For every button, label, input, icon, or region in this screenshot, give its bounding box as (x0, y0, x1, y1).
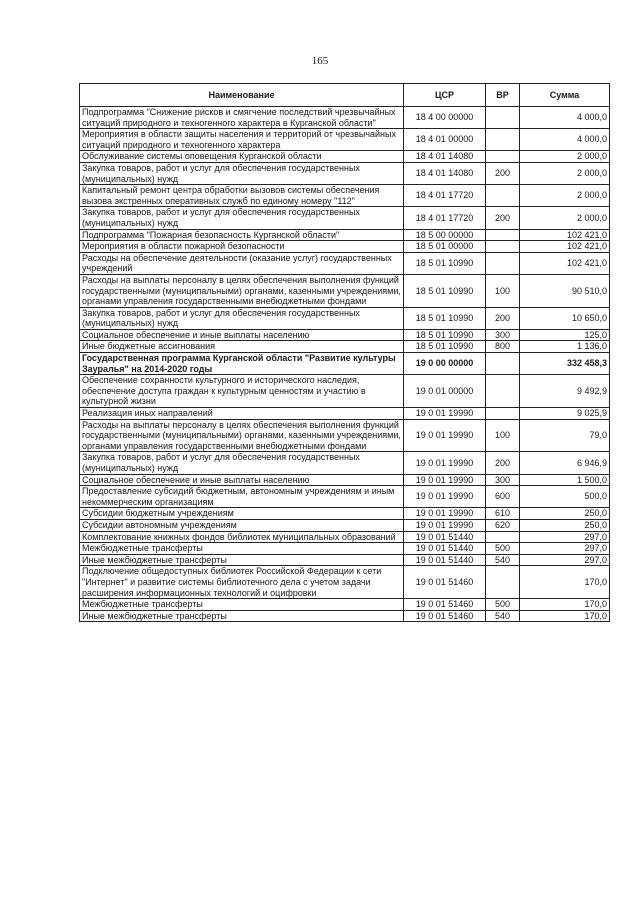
cell-csr: 18 5 01 10990 (404, 252, 486, 274)
table-body (80, 107, 610, 622)
cell-csr: 18 4 00 00000 (404, 107, 486, 129)
cell-name: Комплектование книжных фондов библиотек муниципальных образований (80, 531, 404, 543)
cell-vr (486, 241, 520, 253)
cell-sum: 500,0 (520, 486, 610, 508)
cell-csr: 19 0 01 51440 (404, 531, 486, 543)
cell-sum: 332 458,3 (520, 353, 610, 375)
cell-name: Мероприятия в области пожарной безопасности (80, 241, 404, 253)
cell-vr (486, 252, 520, 274)
cell-name: Мероприятия в области защиты населения и территорий от чрезвычайных ситуаций природного и техногенного характера (80, 129, 404, 151)
cell-sum: 170,0 (520, 610, 610, 622)
cell-vr: 540 (486, 610, 520, 622)
cell-vr (486, 151, 520, 163)
table-row (80, 341, 610, 353)
cell-csr: 18 5 01 10990 (404, 341, 486, 353)
table-row (80, 599, 610, 611)
cell-sum: 170,0 (520, 599, 610, 611)
cell-sum: 102 421,0 (520, 241, 610, 253)
cell-sum: 170,0 (520, 566, 610, 599)
cell-sum: 2 000,0 (520, 151, 610, 163)
cell-name: Предоставление субсидий бюджетным, автономным учреждениям и иным некоммерческим организациям (80, 486, 404, 508)
cell-vr: 200 (486, 307, 520, 329)
table-row (80, 408, 610, 420)
cell-vr: 300 (486, 474, 520, 486)
cell-csr: 19 0 01 51460 (404, 599, 486, 611)
cell-name: Закупка товаров, работ и услуг для обеспечения государственных (муниципальных) нужд (80, 162, 404, 184)
cell-csr: 19 0 01 51440 (404, 554, 486, 566)
table-row (80, 566, 610, 599)
cell-csr: 19 0 01 19990 (404, 474, 486, 486)
cell-name: Иные межбюджетные трансферты (80, 554, 404, 566)
cell-sum: 2 000,0 (520, 185, 610, 207)
cell-sum: 250,0 (520, 519, 610, 531)
cell-name: Обслуживание системы оповещения Курганской области (80, 151, 404, 163)
cell-vr (486, 129, 520, 151)
cell-vr (486, 566, 520, 599)
table-row (80, 543, 610, 555)
table-row (80, 353, 610, 375)
cell-name: Социальное обеспечение и иные выплаты населению (80, 329, 404, 341)
table-row (80, 610, 610, 622)
cell-csr: 19 0 01 19990 (404, 419, 486, 452)
cell-csr: 19 0 01 51440 (404, 543, 486, 555)
cell-name: Субсидии бюджетным учреждениям (80, 508, 404, 520)
cell-vr: 600 (486, 486, 520, 508)
cell-sum: 9 492,9 (520, 375, 610, 408)
cell-name: Закупка товаров, работ и услуг для обеспечения государственных (муниципальных) нужд (80, 307, 404, 329)
cell-name: Капитальный ремонт центра обработки вызовов системы обеспечения вызова экстренных оперативных служб по единому номеру "112" (80, 185, 404, 207)
cell-csr: 19 0 01 51460 (404, 610, 486, 622)
cell-csr: 19 0 00 00000 (404, 353, 486, 375)
cell-vr: 540 (486, 554, 520, 566)
cell-csr: 18 5 01 10990 (404, 307, 486, 329)
cell-csr: 18 5 01 10990 (404, 329, 486, 341)
cell-name: Закупка товаров, работ и услуг для обеспечения государственных (муниципальных) нужд (80, 452, 404, 474)
cell-sum: 79,0 (520, 419, 610, 452)
cell-name: Иные бюджетные ассигнования (80, 341, 404, 353)
cell-csr: 18 5 00 00000 (404, 229, 486, 241)
cell-csr: 18 5 01 10990 (404, 274, 486, 307)
cell-sum: 4 000,0 (520, 129, 610, 151)
cell-vr: 300 (486, 329, 520, 341)
cell-vr: 200 (486, 207, 520, 229)
table-row (80, 329, 610, 341)
cell-sum: 2 000,0 (520, 162, 610, 184)
cell-sum: 297,0 (520, 531, 610, 543)
cell-vr: 610 (486, 508, 520, 520)
table-row (80, 241, 610, 253)
cell-vr (486, 353, 520, 375)
cell-csr: 19 0 01 19990 (404, 486, 486, 508)
cell-vr (486, 107, 520, 129)
cell-name: Расходы на обеспечение деятельности (оказание услуг) государственных учреждений (80, 252, 404, 274)
cell-sum: 4 000,0 (520, 107, 610, 129)
cell-name: Субсидии автономным учреждениям (80, 519, 404, 531)
table-row (80, 207, 610, 229)
cell-vr: 100 (486, 274, 520, 307)
cell-sum: 102 421,0 (520, 252, 610, 274)
cell-csr: 19 0 01 19990 (404, 519, 486, 531)
page-number: 165 (311, 55, 329, 67)
cell-csr: 18 4 01 00000 (404, 129, 486, 151)
cell-csr: 19 0 01 19990 (404, 452, 486, 474)
table-row (80, 474, 610, 486)
table-row (80, 162, 610, 184)
cell-name: Обеспечение сохранности культурного и исторического наследия, обеспечение доступа граждан к культурным ценностям и участию в культурной жизни (80, 375, 404, 408)
cell-vr: 100 (486, 419, 520, 452)
cell-sum: 1 136,0 (520, 341, 610, 353)
cell-sum: 2 000,0 (520, 207, 610, 229)
cell-sum: 102 421,0 (520, 229, 610, 241)
cell-vr (486, 185, 520, 207)
cell-sum: 297,0 (520, 543, 610, 555)
cell-vr (486, 408, 520, 420)
header-csr: ЦСР (404, 84, 486, 107)
cell-vr (486, 531, 520, 543)
cell-csr: 18 5 01 00000 (404, 241, 486, 253)
cell-name: Расходы на выплаты персоналу в целях обеспечения выполнения функций государственными (муниципальными) органами, казенными учреждениями, органами управления государственными внебюджетными фондами (80, 274, 404, 307)
cell-csr: 18 4 01 17720 (404, 185, 486, 207)
cell-name: Иные межбюджетные трансферты (80, 610, 404, 622)
cell-name: Реализация иных направлений (80, 408, 404, 420)
cell-csr: 18 4 01 14080 (404, 151, 486, 163)
cell-sum: 125,0 (520, 329, 610, 341)
table-row (80, 508, 610, 520)
table-row (80, 554, 610, 566)
cell-sum: 9 025,9 (520, 408, 610, 420)
header-sum: Сумма (520, 84, 610, 107)
cell-csr: 18 4 01 14080 (404, 162, 486, 184)
cell-vr (486, 375, 520, 408)
cell-name: Закупка товаров, работ и услуг для обеспечения государственных (муниципальных) нужд (80, 207, 404, 229)
table-row (80, 452, 610, 474)
cell-vr (486, 229, 520, 241)
table-row (80, 307, 610, 329)
cell-csr: 19 0 01 19990 (404, 508, 486, 520)
header-name: Наименование (80, 84, 404, 107)
cell-sum: 6 946,9 (520, 452, 610, 474)
cell-vr: 200 (486, 162, 520, 184)
cell-name: Подключение общедоступных библиотек Российской Федерации к сети "Интернет" и развитие системы библиотечного дела с учетом задачи расширения информационных технологий и оцифровки (80, 566, 404, 599)
cell-csr: 19 0 01 00000 (404, 375, 486, 408)
cell-name: Межбюджетные трансферты (80, 599, 404, 611)
cell-vr: 800 (486, 341, 520, 353)
table-header-row (80, 84, 610, 107)
cell-csr: 19 0 01 51460 (404, 566, 486, 599)
header-vr: ВР (486, 84, 520, 107)
cell-csr: 18 4 01 17720 (404, 207, 486, 229)
cell-sum: 1 500,0 (520, 474, 610, 486)
table-row (80, 274, 610, 307)
cell-vr: 500 (486, 599, 520, 611)
table-row (80, 419, 610, 452)
table-row (80, 519, 610, 531)
cell-sum: 250,0 (520, 508, 610, 520)
cell-sum: 90 510,0 (520, 274, 610, 307)
table-row (80, 151, 610, 163)
table-row (80, 486, 610, 508)
cell-name: Социальное обеспечение и иные выплаты населению (80, 474, 404, 486)
cell-name: Расходы на выплаты персоналу в целях обеспечения выполнения функций государственными (муниципальными) органами, казенными учреждениями, органами управления государственными внебюджетными фондами (80, 419, 404, 452)
table-row (80, 107, 610, 129)
cell-csr: 19 0 01 19990 (404, 408, 486, 420)
cell-name: Подпрограмма "Снижение рисков и смягчение последствий чрезвычайных ситуаций природного и техногенного характера в Курганской области" (80, 107, 404, 129)
cell-name: Государственная программа Курганской области "Развитие культуры Зауралья" на 2014-2020 годы (80, 353, 404, 375)
cell-name: Межбюджетные трансферты (80, 543, 404, 555)
table-row (80, 531, 610, 543)
budget-table (79, 83, 610, 622)
cell-name: Подпрограмма "Пожарная безопасность Курганской области" (80, 229, 404, 241)
table-row (80, 375, 610, 408)
cell-sum: 297,0 (520, 554, 610, 566)
cell-vr: 200 (486, 452, 520, 474)
table-row (80, 229, 610, 241)
table-row (80, 129, 610, 151)
table-row (80, 185, 610, 207)
table-row (80, 252, 610, 274)
cell-vr: 620 (486, 519, 520, 531)
cell-vr: 500 (486, 543, 520, 555)
cell-sum: 10 650,0 (520, 307, 610, 329)
